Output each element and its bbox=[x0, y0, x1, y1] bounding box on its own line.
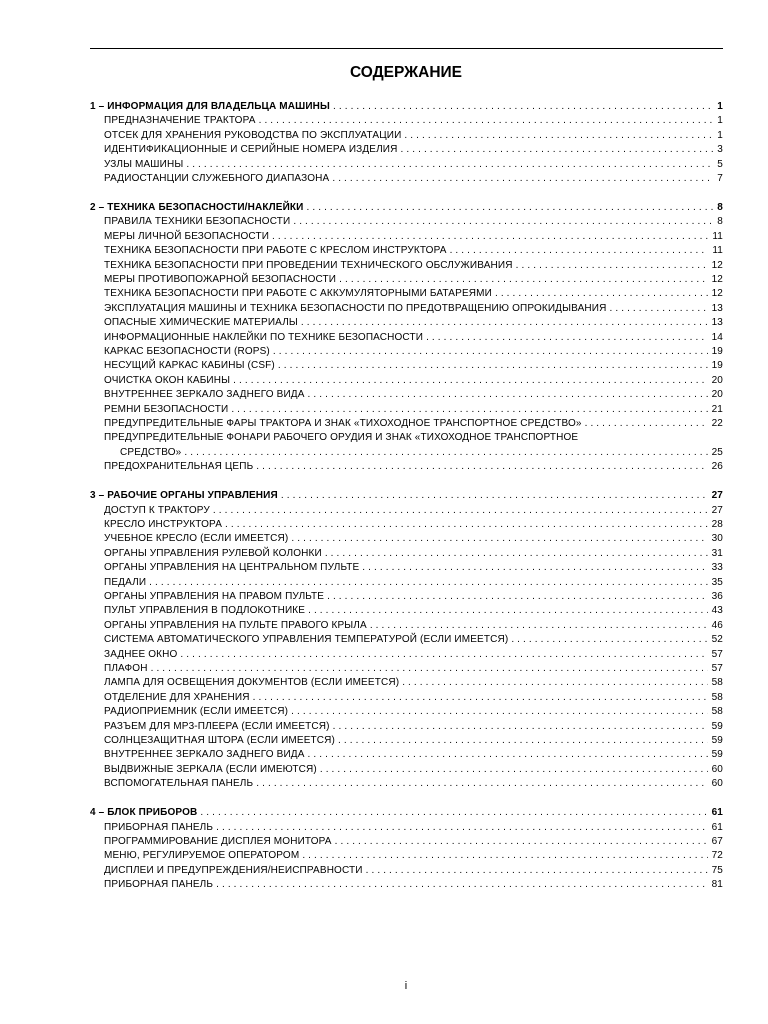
toc-entry-title: ТЕХНИКА БЕЗОПАСНОСТИ ПРИ ПРОВЕДЕНИИ ТЕХНИЧЕСКОГО ОБСЛУЖИВАНИЯ bbox=[104, 259, 513, 271]
toc-entry[interactable] bbox=[90, 576, 723, 590]
dot-leader bbox=[362, 561, 707, 575]
toc-entry-title: ПРЕДУПРЕДИТЕЛЬНЫЕ ФОНАРИ РАБОЧЕГО ОРУДИЯ И ЗНАК «ТИХОХОДНОЕ ТРАНСПОРТНОЕ bbox=[104, 432, 579, 444]
toc-entry-title: РЕМНИ БЕЗОПАСНОСТИ bbox=[104, 403, 229, 415]
toc-entry[interactable] bbox=[90, 676, 723, 690]
toc-entry-title: НЕСУЩИЙ КАРКАС КАБИНЫ (CSF) bbox=[104, 360, 275, 372]
toc-entry-title: ОРГАНЫ УПРАВЛЕНИЯ НА ЦЕНТРАЛЬНОМ ПУЛЬТЕ bbox=[104, 562, 360, 574]
toc-page-number: 67 bbox=[711, 836, 723, 847]
toc-entry[interactable] bbox=[90, 244, 723, 258]
toc-page-number: 1 bbox=[717, 101, 723, 112]
toc-entry-title: СРЕДСТВО» bbox=[120, 446, 182, 458]
dot-leader bbox=[308, 604, 707, 618]
dot-leader bbox=[200, 806, 707, 820]
toc-entry-title: РАДИОСТАНЦИИ СЛУЖЕБНОГО ДИАПАЗОНА bbox=[104, 173, 330, 185]
toc-chapter-entry[interactable] bbox=[90, 100, 723, 114]
toc-entry-title: СОЛНЦЕЗАЩИТНАЯ ШТОРА (ЕСЛИ ИМЕЕТСЯ) bbox=[104, 735, 336, 747]
toc-entry-title: ПЕДАЛИ bbox=[104, 576, 147, 588]
dot-leader bbox=[273, 345, 708, 359]
toc-entry[interactable] bbox=[90, 763, 723, 777]
toc-entry[interactable] bbox=[90, 417, 723, 431]
dot-leader bbox=[278, 359, 708, 373]
toc-entry[interactable] bbox=[90, 748, 723, 762]
toc-entry-title: ОТСЕК ДЛЯ ХРАНЕНИЯ РУКОВОДСТВА ПО ЭКСПЛУАТАЦИИ bbox=[104, 129, 402, 141]
toc-entry-title: КАРКАС БЕЗОПАСНОСТИ (ROPS) bbox=[104, 346, 270, 357]
toc-entry[interactable] bbox=[90, 518, 723, 532]
toc-page-number: 36 bbox=[711, 591, 723, 602]
toc-entry-title: ДОСТУП К ТРАКТОРУ bbox=[104, 504, 210, 516]
dot-leader bbox=[216, 821, 707, 835]
toc-page-number: 35 bbox=[711, 576, 723, 588]
toc-entry[interactable] bbox=[90, 734, 723, 748]
toc-entry[interactable] bbox=[90, 215, 723, 229]
toc-page-number: 59 bbox=[711, 735, 723, 747]
toc-entry-title: РАДИОПРИЕМНИК (ЕСЛИ ИМЕЕТСЯ) bbox=[104, 706, 289, 718]
toc-entry[interactable] bbox=[90, 158, 723, 172]
toc-entry[interactable] bbox=[90, 230, 723, 244]
dot-leader bbox=[281, 489, 708, 503]
toc-entry-title: ВЫДВИЖНЫЕ ЗЕРКАЛА (ЕСЛИ ИМЕЮТСЯ) bbox=[104, 763, 317, 775]
toc-page-number: 58 bbox=[711, 677, 723, 689]
toc-page-number: 12 bbox=[711, 273, 723, 285]
dot-leader bbox=[225, 518, 708, 532]
toc-entry-title: ПРАВИЛА ТЕХНИКИ БЕЗОПАСНОСТИ bbox=[104, 216, 291, 228]
toc-entry[interactable] bbox=[90, 403, 723, 417]
toc-page-number: 8 bbox=[717, 201, 723, 213]
toc-entry-title: ОТДЕЛЕНИЕ ДЛЯ ХРАНЕНИЯ bbox=[104, 691, 250, 703]
toc-page-number: 28 bbox=[711, 518, 723, 530]
toc-entry[interactable] bbox=[90, 302, 723, 316]
dot-leader bbox=[149, 576, 707, 590]
toc-entry[interactable] bbox=[90, 316, 723, 330]
toc-page-number: 60 bbox=[711, 778, 723, 790]
dot-leader bbox=[366, 864, 708, 878]
toc-entry[interactable] bbox=[90, 633, 723, 647]
toc-entry[interactable] bbox=[90, 821, 723, 835]
toc-page-number: 61 bbox=[711, 807, 723, 819]
toc-page-number: 58 bbox=[711, 706, 723, 718]
dot-leader bbox=[180, 648, 707, 662]
toc-page-number: 58 bbox=[711, 691, 723, 703]
toc-page-number: 25 bbox=[711, 446, 723, 458]
toc-page-number: 52 bbox=[711, 634, 723, 646]
toc-entry-title: УЗЛЫ МАШИНЫ bbox=[104, 158, 184, 170]
toc-page-number: 5 bbox=[717, 158, 723, 170]
toc-page-number: 33 bbox=[711, 562, 723, 574]
toc-entry-title: ПРЕДНАЗНАЧЕНИЕ ТРАКТОРА bbox=[104, 115, 256, 127]
toc-entry[interactable] bbox=[90, 460, 723, 474]
dot-leader bbox=[291, 705, 707, 719]
dot-leader bbox=[231, 403, 707, 417]
dot-leader bbox=[151, 662, 708, 676]
toc-entry[interactable] bbox=[90, 705, 723, 719]
toc-entry-title: 2 – ТЕХНИКА БЕЗОПАСНОСТИ/НАКЛЕЙКИ bbox=[90, 201, 304, 213]
toc-page-number: 7 bbox=[717, 173, 723, 185]
dot-leader bbox=[272, 230, 708, 244]
dot-leader bbox=[320, 763, 708, 777]
toc-page-number: 60 bbox=[711, 763, 723, 775]
toc-entry[interactable] bbox=[90, 619, 723, 633]
toc-entry[interactable] bbox=[90, 143, 723, 157]
dot-leader bbox=[301, 316, 708, 330]
toc-entry[interactable] bbox=[90, 504, 723, 518]
toc-entry[interactable] bbox=[90, 446, 723, 460]
dot-leader bbox=[585, 417, 708, 431]
toc-entry-title: ПЛАФОН bbox=[104, 663, 148, 675]
toc-page-number: 72 bbox=[711, 850, 723, 862]
dot-leader bbox=[401, 143, 714, 157]
table-of-contents bbox=[90, 100, 723, 893]
dot-leader bbox=[184, 446, 707, 460]
dot-leader bbox=[333, 720, 708, 734]
toc-entry[interactable] bbox=[90, 849, 723, 863]
toc-chapter-entry[interactable] bbox=[90, 201, 723, 215]
toc-entry-title: 3 – РАБОЧИЕ ОРГАНЫ УПРАВЛЕНИЯ bbox=[90, 490, 278, 502]
toc-page-number: 19 bbox=[711, 360, 723, 372]
toc-entry-title: ПУЛЬТ УПРАВЛЕНИЯ В ПОДЛОКОТНИКЕ bbox=[104, 605, 306, 617]
page-title: СОДЕРЖАНИЕ bbox=[349, 64, 463, 81]
toc-page-number: 1 bbox=[717, 129, 723, 141]
dot-leader bbox=[402, 676, 707, 690]
dot-leader bbox=[293, 215, 713, 229]
dot-leader bbox=[302, 849, 707, 863]
toc-page-number: 1 bbox=[717, 115, 723, 127]
dot-leader bbox=[307, 201, 714, 215]
dot-leader bbox=[426, 331, 707, 345]
toc-entry-title: ОРГАНЫ УПРАВЛЕНИЯ РУЛЕВОЙ КОЛОНКИ bbox=[104, 547, 322, 559]
toc-page-number: 20 bbox=[711, 389, 723, 401]
toc-entry-title: МЕРЫ ЛИЧНОЙ БЕЗОПАСНОСТИ bbox=[104, 230, 270, 242]
dot-leader bbox=[339, 273, 707, 287]
toc-page-number: 59 bbox=[711, 720, 723, 732]
toc-page-number: 81 bbox=[711, 879, 723, 891]
toc-entry[interactable] bbox=[90, 864, 723, 878]
toc-page-number: 27 bbox=[711, 490, 723, 502]
toc-entry[interactable] bbox=[90, 359, 723, 373]
dot-leader bbox=[325, 547, 708, 561]
toc-entry[interactable] bbox=[90, 114, 723, 128]
toc-entry-title: 1 – ИНФОРМАЦИЯ ДЛЯ ВЛАДЕЛЬЦА МАШИНЫ bbox=[90, 101, 330, 112]
dot-leader bbox=[516, 259, 708, 273]
toc-entry-title: ВНУТРЕННЕЕ ЗЕРКАЛО ЗАДНЕГО ВИДА bbox=[104, 389, 305, 401]
dot-leader bbox=[233, 374, 707, 388]
dot-leader bbox=[259, 114, 714, 128]
toc-entry-title: УЧЕБНОЕ КРЕСЛО (ЕСЛИ ИМЕЕТСЯ) bbox=[104, 533, 289, 545]
toc-entry[interactable] bbox=[90, 388, 723, 402]
toc-entry-multiline[interactable] bbox=[90, 431, 723, 460]
toc-entry-title: ПРЕДУПРЕДИТЕЛЬНЫЕ ФАРЫ ТРАКТОРА И ЗНАК «ТИХОХОДНОЕ ТРАНСПОРТНОЕ СРЕДСТВО» bbox=[104, 418, 582, 430]
dot-leader bbox=[327, 590, 707, 604]
toc-page-number: 31 bbox=[711, 547, 723, 559]
toc-entry[interactable] bbox=[90, 374, 723, 388]
toc-entry-title: ВСПОМОГАТЕЛЬНАЯ ПАНЕЛЬ bbox=[104, 778, 254, 790]
toc-entry[interactable] bbox=[90, 590, 723, 604]
toc-entry[interactable] bbox=[90, 878, 723, 892]
toc-entry-title: СИСТЕМА АВТОМАТИЧЕСКОГО УПРАВЛЕНИЯ ТЕМПЕРАТУРОЙ (ЕСЛИ ИМЕЕТСЯ) bbox=[104, 634, 509, 646]
toc-entry-title: ОРГАНЫ УПРАВЛЕНИЯ НА ПУЛЬТЕ ПРАВОГО КРЫЛА bbox=[104, 619, 367, 631]
toc-entry[interactable] bbox=[90, 331, 723, 345]
toc-entry-title: ПРИБОРНАЯ ПАНЕЛЬ bbox=[104, 821, 214, 833]
toc-entry-title: ОПАСНЫЕ ХИМИЧЕСКИЕ МАТЕРИАЛЫ bbox=[104, 317, 298, 329]
toc-page-number: 11 bbox=[712, 245, 723, 257]
toc-entry[interactable] bbox=[90, 259, 723, 273]
toc-entry-title: ПРИБОРНАЯ ПАНЕЛЬ bbox=[104, 879, 214, 891]
toc-chapter-entry[interactable] bbox=[90, 489, 723, 503]
toc-page-number: 46 bbox=[711, 619, 723, 631]
toc-entry[interactable] bbox=[90, 648, 723, 662]
dot-leader bbox=[256, 460, 707, 474]
dot-leader bbox=[256, 777, 707, 791]
toc-entry-title: ТЕХНИКА БЕЗОПАСНОСТИ ПРИ РАБОТЕ С АККУМУЛЯТОРНЫМИ БАТАРЕЯМИ bbox=[104, 288, 492, 300]
toc-page-number: 19 bbox=[711, 346, 723, 357]
toc-page-number: 21 bbox=[711, 403, 723, 415]
toc-page-number: 11 bbox=[712, 230, 723, 242]
toc-page-number: 20 bbox=[711, 374, 723, 386]
toc-page-number: 8 bbox=[717, 216, 723, 228]
toc-page-number: 57 bbox=[711, 648, 723, 660]
toc-entry[interactable] bbox=[90, 691, 723, 705]
toc-page-number: 26 bbox=[711, 461, 723, 473]
toc-entry[interactable] bbox=[90, 777, 723, 791]
dot-leader bbox=[450, 244, 709, 258]
dot-leader bbox=[213, 504, 708, 518]
toc-page-number: 13 bbox=[711, 302, 723, 314]
dot-leader bbox=[511, 633, 707, 647]
dot-leader bbox=[332, 172, 713, 186]
dot-leader bbox=[610, 302, 708, 316]
toc-entry[interactable] bbox=[90, 604, 723, 618]
toc-entry[interactable] bbox=[90, 561, 723, 575]
toc-page-number: 57 bbox=[711, 663, 723, 675]
toc-entry-title: ПРОГРАММИРОВАНИЕ ДИСПЛЕЯ МОНИТОРА bbox=[104, 836, 332, 847]
toc-entry-title: КРЕСЛО ИНСТРУКТОРА bbox=[104, 518, 223, 530]
toc-entry-title: ЗАДНЕЕ ОКНО bbox=[104, 648, 178, 660]
toc-entry-title: РАЗЪЕМ ДЛЯ MP3-ПЛЕЕРА (ЕСЛИ ИМЕЕТСЯ) bbox=[104, 720, 330, 732]
toc-entry[interactable] bbox=[90, 172, 723, 186]
toc-entry[interactable] bbox=[90, 720, 723, 734]
toc-entry-title: ПРЕДОХРАНИТЕЛЬНАЯ ЦЕПЬ bbox=[104, 461, 254, 473]
toc-entry-title: ОРГАНЫ УПРАВЛЕНИЯ НА ПРАВОМ ПУЛЬТЕ bbox=[104, 591, 325, 602]
toc-entry-title: МЕРЫ ПРОТИВОПОЖАРНОЙ БЕЗОПАСНОСТИ bbox=[104, 273, 337, 285]
toc-page-number: 22 bbox=[711, 418, 723, 430]
toc-entry[interactable] bbox=[90, 547, 723, 561]
toc-entry[interactable] bbox=[90, 273, 723, 287]
toc-page-number: 12 bbox=[711, 288, 723, 300]
dot-leader bbox=[308, 748, 708, 762]
toc-entry[interactable] bbox=[90, 835, 723, 849]
toc-page-number: 30 bbox=[711, 533, 723, 545]
dot-leader bbox=[253, 691, 708, 705]
page-number: i bbox=[404, 980, 408, 992]
dot-leader bbox=[291, 532, 707, 546]
dot-leader bbox=[404, 129, 713, 143]
toc-page-number: 13 bbox=[711, 317, 723, 329]
toc-entry-title: ВНУТРЕННЕЕ ЗЕРКАЛО ЗАДНЕГО ВИДА bbox=[104, 749, 305, 761]
toc-entry-title: ИНФОРМАЦИОННЫЕ НАКЛЕЙКИ ПО ТЕХНИКЕ БЕЗОПАСНОСТИ bbox=[104, 331, 424, 343]
toc-page-number: 61 bbox=[711, 821, 723, 833]
toc-entry-title: ДИСПЛЕИ И ПРЕДУПРЕЖДЕНИЯ/НЕИСПРАВНОСТИ bbox=[104, 864, 363, 876]
toc-entry-title: ТЕХНИКА БЕЗОПАСНОСТИ ПРИ РАБОТЕ С КРЕСЛОМ ИНСТРУКТОРА bbox=[104, 245, 447, 257]
toc-chapter-entry[interactable] bbox=[90, 806, 723, 820]
top-rule bbox=[90, 48, 723, 49]
dot-leader bbox=[370, 619, 708, 633]
toc-page-number: 27 bbox=[711, 504, 723, 516]
toc-page-number: 43 bbox=[711, 605, 723, 617]
toc-entry[interactable] bbox=[90, 662, 723, 676]
toc-entry-title: 4 – БЛОК ПРИБОРОВ bbox=[90, 807, 198, 819]
toc-entry[interactable] bbox=[90, 129, 723, 143]
dot-leader bbox=[333, 100, 713, 114]
dot-leader bbox=[186, 158, 713, 172]
toc-page-number: 14 bbox=[711, 331, 723, 343]
dot-leader bbox=[216, 878, 707, 892]
toc-entry-title: ЛАМПА ДЛЯ ОСВЕЩЕНИЯ ДОКУМЕНТОВ (ЕСЛИ ИМЕЕТСЯ) bbox=[104, 677, 400, 689]
toc-entry-title: ИДЕНТИФИКАЦИОННЫЕ И СЕРИЙНЫЕ НОМЕРА ИЗДЕЛИЯ bbox=[104, 144, 398, 156]
toc-entry[interactable] bbox=[90, 532, 723, 546]
toc-entry-title: ЭКСПЛУАТАЦИЯ МАШИНЫ И ТЕХНИКА БЕЗОПАСНОСТИ ПО ПРЕДОТВРАЩЕНИЮ ОПРОКИДЫВАНИЯ bbox=[104, 302, 607, 314]
toc-page-number: 59 bbox=[711, 749, 723, 761]
toc-entry[interactable] bbox=[90, 287, 723, 301]
toc-entry-title: МЕНЮ, РЕГУЛИРУЕМОЕ ОПЕРАТОРОМ bbox=[104, 850, 300, 862]
dot-leader bbox=[335, 835, 708, 849]
toc-entry[interactable] bbox=[90, 345, 723, 359]
toc-page-number: 12 bbox=[711, 259, 723, 271]
dot-leader bbox=[308, 388, 708, 402]
toc-entry-title: ОЧИСТКА ОКОН КАБИНЫ bbox=[104, 374, 231, 386]
dot-leader bbox=[338, 734, 708, 748]
toc-page-number: 3 bbox=[717, 144, 723, 156]
toc-page-number: 75 bbox=[711, 864, 723, 876]
dot-leader bbox=[495, 287, 708, 301]
